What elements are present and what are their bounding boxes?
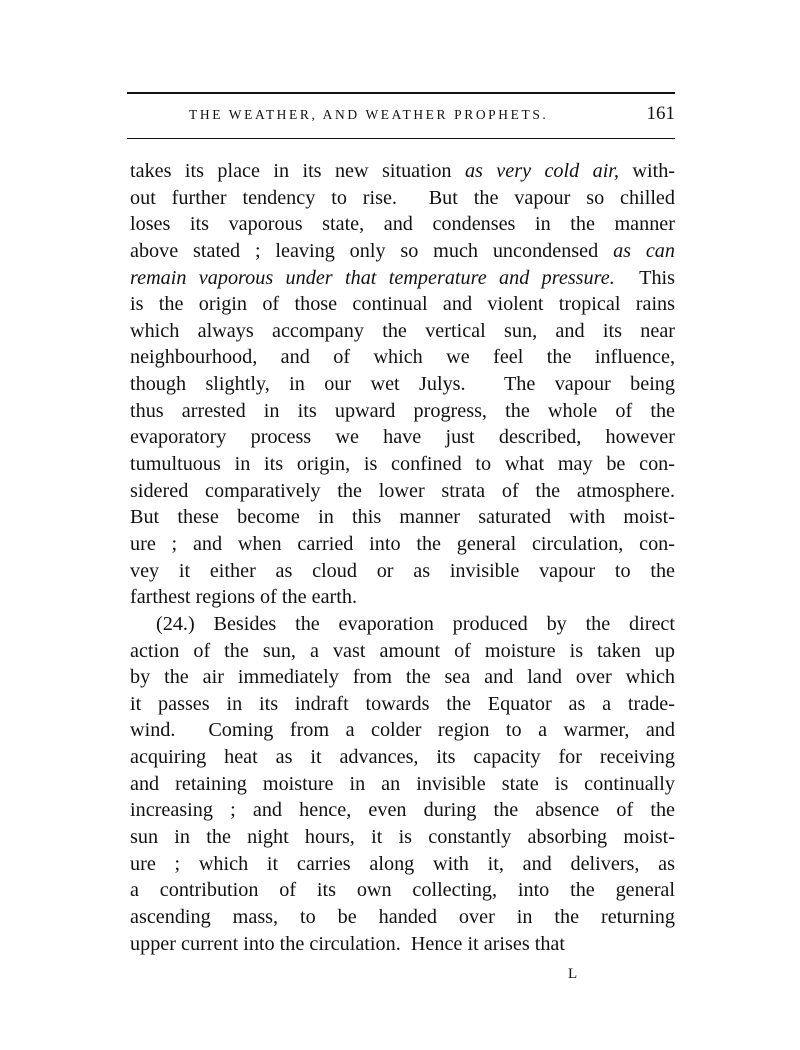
text-segment: increasing ; and hence, even during the absence of the — [130, 799, 675, 822]
text-line — [130, 531, 675, 558]
text-line — [130, 158, 675, 185]
text-segment: upper current into the circulation. Hence it arises that — [130, 932, 565, 955]
text-line — [130, 611, 675, 638]
text-segment: evaporatory process we have just described, however — [130, 426, 675, 449]
text-segment: (24.) Besides the evaporation produced by the direct — [156, 612, 675, 635]
text-line — [130, 904, 675, 931]
text-segment: with- — [618, 160, 676, 182]
text-segment: This — [614, 266, 676, 289]
text-line — [130, 344, 675, 371]
text-segment: neighbourhood, and of which we feel the influence, — [130, 346, 675, 369]
text-segment: and retaining moisture in an invisible state is continually — [130, 772, 675, 795]
italic-text: as can — [613, 239, 675, 262]
text-segment: out further tendency to rise. But the vapour so chilled — [130, 186, 675, 209]
text-segment: it passes in its indraft towards the Equator as a trade- — [130, 692, 675, 715]
text-segment: sun in the night hours, it is constantly absorbing moist- — [130, 826, 675, 849]
text-line — [130, 824, 675, 851]
text-line — [130, 584, 675, 611]
text-segment: above stated ; leaving only so much uncondensed — [130, 239, 614, 262]
italic-text: as very cold air, — [464, 160, 619, 182]
text-segment: tumultuous in its origin, is confined to what may be con- — [130, 453, 675, 476]
text-segment: acquiring heat as it advances, its capacity for receiving — [130, 746, 675, 769]
text-segment: sidered comparatively the lower strata of the atmosphere. — [130, 479, 675, 502]
text-line — [130, 265, 675, 292]
text-line — [130, 797, 675, 824]
text-segment: thus arrested in its upward progress, the whole of the — [130, 399, 675, 422]
text-line — [130, 318, 675, 345]
text-line — [130, 398, 675, 425]
text-line — [130, 664, 675, 691]
text-segment: loses its vaporous state, and condenses in the manner — [130, 213, 675, 236]
running-head — [127, 103, 675, 129]
body-text — [130, 158, 675, 957]
text-segment: wind. Coming from a colder region to a warmer, and — [130, 719, 675, 742]
text-line — [130, 451, 675, 478]
header-rule-top — [127, 92, 675, 94]
text-segment: ure ; which it carries along with it, and delivers, as — [130, 852, 675, 875]
text-segment: ascending mass, to be handed over in the returning — [130, 905, 675, 928]
text-segment: takes its place in its new situation — [130, 160, 465, 182]
text-segment: farthest regions of the earth. — [130, 586, 358, 609]
text-line — [130, 717, 675, 744]
text-line — [130, 558, 675, 585]
text-segment: by the air immediately from the sea and land over which — [130, 666, 675, 689]
text-segment: is the origin of those continual and violent tropical rains — [130, 293, 675, 316]
text-line — [130, 371, 675, 398]
text-line — [130, 211, 675, 238]
text-segment: action of the sun, a vast amount of moisture is taken up — [130, 639, 675, 662]
text-segment: ure ; and when carried into the general circulation, con- — [130, 532, 675, 555]
text-line — [130, 931, 675, 958]
italic-text: remain vaporous under that temperature and pressure. — [130, 266, 615, 289]
text-segment: though slightly, in our wet Julys. The vapour being — [130, 373, 675, 396]
text-segment: which always accompany the vertical sun, and its near — [130, 319, 675, 342]
text-line — [130, 744, 675, 771]
text-line — [130, 504, 675, 531]
page-number: 161 — [646, 103, 675, 124]
text-line — [130, 771, 675, 798]
text-line — [130, 478, 675, 505]
text-line — [130, 291, 675, 318]
signature-mark: L — [568, 966, 579, 982]
text-segment: But these become in this manner saturated with moist- — [130, 506, 675, 529]
running-title: THE WEATHER, AND WEATHER PROPHETS. — [189, 107, 549, 122]
text-line — [130, 185, 675, 212]
text-line — [130, 877, 675, 904]
header-rule-bottom — [127, 138, 675, 139]
text-segment: a contribution of its own collecting, into the general — [130, 879, 675, 902]
text-segment: vey it either as cloud or as invisible vapour to the — [130, 559, 675, 582]
text-line — [130, 424, 675, 451]
text-line — [130, 851, 675, 878]
text-line — [130, 638, 675, 665]
text-line — [130, 238, 675, 265]
text-line — [130, 691, 675, 718]
